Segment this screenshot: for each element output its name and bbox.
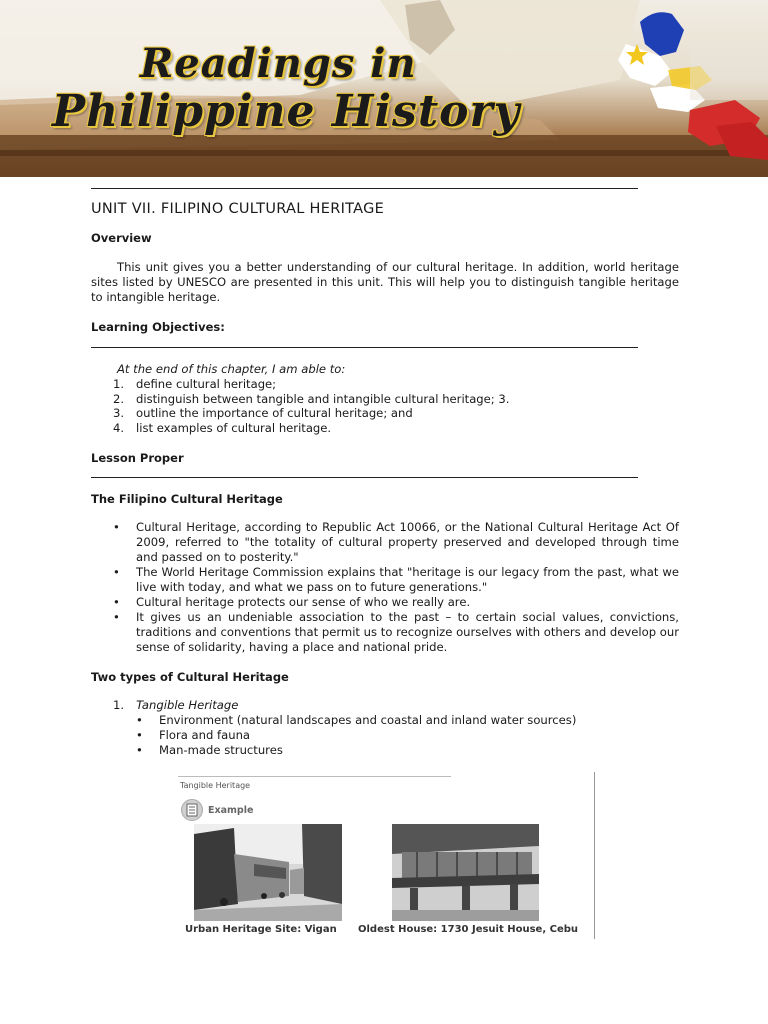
banner-title-line2: Philippine History	[52, 86, 521, 137]
banner-title-line1: Readings in	[140, 40, 417, 87]
item-number: 1.	[113, 377, 125, 391]
list-item	[91, 392, 679, 407]
objectives-intro: At the end of this chapter, I am able to:	[117, 362, 346, 376]
item-number: 2.	[113, 391, 125, 406]
section-title: The Filipino Cultural Heritage	[91, 491, 283, 506]
item-number: 4.	[113, 421, 125, 436]
tangible-heritage-figure	[178, 772, 598, 940]
list-item: • Flora and fauna	[91, 728, 679, 743]
tangible-label: Tangible Heritage	[136, 697, 239, 712]
divider	[91, 477, 638, 478]
types-heading: Two types of Cultural Heritage	[91, 669, 289, 684]
item-text: distinguish between tangible and intangible cultural heritage; 3.	[136, 391, 510, 406]
divider	[91, 188, 638, 189]
header-banner	[0, 0, 768, 177]
list-item: • Environment (natural landscapes and coastal and inland water sources)	[91, 713, 679, 728]
book-icon	[181, 799, 203, 821]
jesuit-house-photo	[392, 824, 539, 921]
item-number: 3.	[113, 406, 125, 421]
objectives-heading: Learning Objectives:	[91, 320, 225, 334]
divider	[91, 347, 638, 348]
list-item: • Cultural Heritage, according to Republic Act 10066, or the National Cultural Heritage Act Of 2009, referred to "the totality of cultural property preserved and developed through time and passed on to posterity."	[91, 520, 679, 565]
document-body	[91, 182, 679, 758]
list-item: • The World Heritage Commission explains that "heritage is our legacy from the past, what we live with today, and what we pass on to future generations."	[91, 565, 679, 595]
list-item	[91, 421, 679, 436]
list-item	[91, 377, 679, 392]
tangible-list	[91, 713, 679, 758]
vigan-street-photo	[194, 824, 342, 921]
overview-text: This unit gives you a better understanding of our cultural heritage. In addition, world heritage sites listed by UNESCO are presented in this unit. This will help you to distinguish tangible heritage to intangible heritage.	[91, 260, 679, 304]
lesson-heading: Lesson Proper	[91, 450, 184, 465]
tangible-heading	[91, 698, 679, 713]
list-item: • It gives us an undeniable association to the past – to certain social values, convictions, traditions and conventions that permit us to recognize ourselves with others and develop our sense of solidarity, having a place and national pride.	[91, 610, 679, 655]
unit-title: UNIT VII. FILIPINO CULTURAL HERITAGE	[91, 201, 385, 217]
overview-heading: Overview	[91, 231, 152, 245]
list-item: • Cultural heritage protects our sense of who we really are.	[91, 595, 679, 610]
item-text: outline the importance of cultural heritage; and	[136, 406, 413, 421]
figure-divider	[594, 772, 595, 939]
item-text: define cultural heritage;	[136, 377, 277, 391]
example-label: Example	[208, 805, 254, 816]
objectives-list	[91, 377, 679, 436]
list-item	[91, 406, 679, 421]
heritage-bullets	[91, 520, 679, 655]
list-item: • Man-made structures	[91, 743, 679, 758]
item-number: 1.	[113, 697, 125, 712]
figure-label: Tangible Heritage	[180, 781, 251, 790]
figure-divider	[178, 776, 451, 777]
item-text: list examples of cultural heritage.	[136, 421, 332, 436]
photo-caption-vigan: Urban Heritage Site: Vigan	[185, 924, 337, 935]
photo-caption-jesuit-house: Oldest House: 1730 Jesuit House, Cebu	[358, 924, 579, 935]
